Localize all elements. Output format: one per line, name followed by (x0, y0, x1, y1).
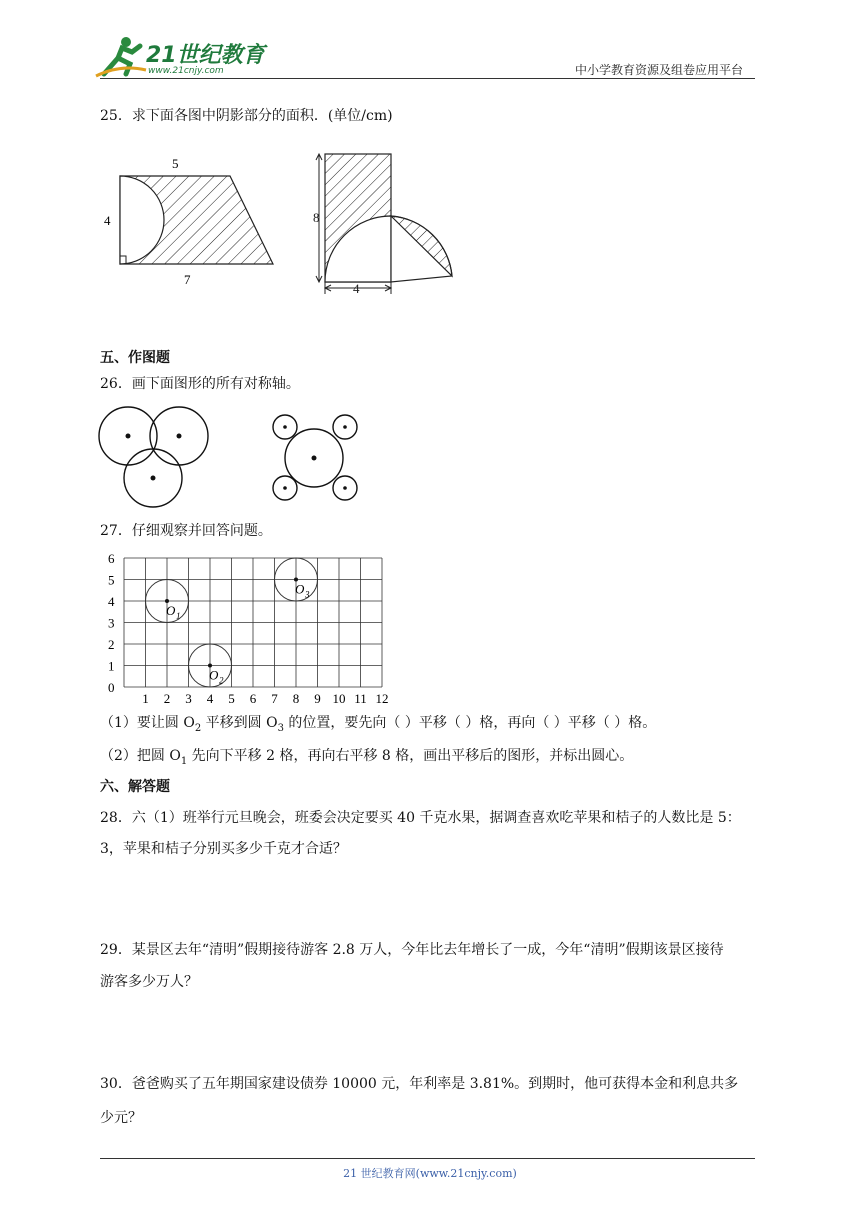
y-tick-label: 2 (108, 637, 115, 652)
x-tick-label: 10 (332, 691, 346, 706)
section-6-title: 六、解答题 (100, 779, 170, 795)
x-tick-label: 3 (185, 691, 192, 706)
y-tick-label: 5 (108, 572, 115, 588)
q26-five-circles-figure (268, 412, 364, 504)
fig1-bottom-label: 7 (184, 272, 191, 287)
question-27-text: 27．仔细观察并回答问题。 (100, 523, 272, 539)
q27-sub1: （1）要让圆 $O_2$ 平移到圆 $O_3$ 的位置，要先向（ ）平移（ ）格，再向（ ）平移（ ）格。 (100, 715, 657, 734)
q26-three-circles-figure (96, 406, 216, 512)
header-platform-text: 中小学教育资源及组卷应用平台 (575, 63, 744, 77)
fig1-left-label: 4 (104, 213, 111, 228)
question-30-line1: 30．爸爸购买了五年期国家建设债券 10000 元，年利率是 3.81%。到期时，他可获得本金和利息共多 (100, 1076, 739, 1092)
q27-sub2: （2）把圆 $O_1$ 先向下平移 2 格，再向右平移 8 格，画出平移后的图形，并标出圆心。 (100, 748, 634, 767)
x-tick-label: 12 (375, 691, 389, 706)
fig1-top-label: 5 (172, 156, 179, 171)
x-tick-label: 8 (292, 691, 300, 706)
fig2-width-label: 4 (353, 281, 360, 296)
logo-url: www.21cnjy.com (148, 66, 224, 76)
question-26-text: 26．画下面图形的所有对称轴。 (100, 376, 300, 392)
fig2-height-label: 8 (313, 210, 320, 225)
x-tick-label: 7 (271, 691, 278, 706)
footer-text: 21 世纪教育网(www.21cnjy.com) (343, 1167, 517, 1180)
x-tick-label: 1 (142, 691, 149, 706)
question-28-line2: 3，苹果和桔子分别买多少千克才合适？ (100, 841, 347, 857)
header-divider (100, 78, 755, 79)
y-tick-label: 1 (108, 658, 115, 674)
y-tick-label: 3 (108, 615, 115, 631)
x-tick-label: 5 (228, 691, 235, 706)
circle-label-sub: 1 (176, 611, 181, 621)
q27-coordinate-grid (98, 550, 398, 710)
circle-label: O (295, 581, 305, 597)
section-5-title: 五、作图题 (100, 350, 170, 366)
question-29-line2: 游客多少万人？ (100, 974, 198, 990)
logo-text: 21世纪教育 (146, 43, 265, 68)
question-25-text: 25．求下面各图中阴影部分的面积．(单位/cm) (100, 108, 393, 124)
runner-logo-icon (92, 34, 148, 78)
q25-figure-square-arcs (305, 148, 460, 298)
x-tick-label: 9 (314, 691, 321, 706)
question-29-line1: 29．某景区去年“清明”假期接待游客 2.8 万人，今年比去年增长了一成，今年“清明”假期该景区接待 (100, 942, 724, 958)
y-tick-label: 6 (108, 551, 115, 566)
y-tick-label: 4 (108, 594, 115, 609)
footer-divider (100, 1158, 755, 1159)
circle-label: O (209, 667, 219, 683)
y-tick-label: 0 (108, 680, 115, 695)
x-tick-label: 6 (249, 691, 257, 706)
q25-figure-trapezoid (100, 150, 290, 290)
circle-label: O (166, 603, 176, 618)
question-28-line1: 28．六（1）班举行元旦晚会，班委会决定要买 40 千克水果，据调查喜欢吃苹果和桔子的人数比是 5： (100, 810, 741, 826)
question-30-line2: 少元？ (100, 1110, 142, 1126)
circle-label-sub: 2 (219, 675, 224, 686)
circle-label-sub: 3 (305, 589, 310, 600)
x-tick-label: 4 (206, 691, 214, 706)
x-tick-label: 2 (163, 691, 171, 706)
x-tick-label: 11 (354, 691, 367, 706)
